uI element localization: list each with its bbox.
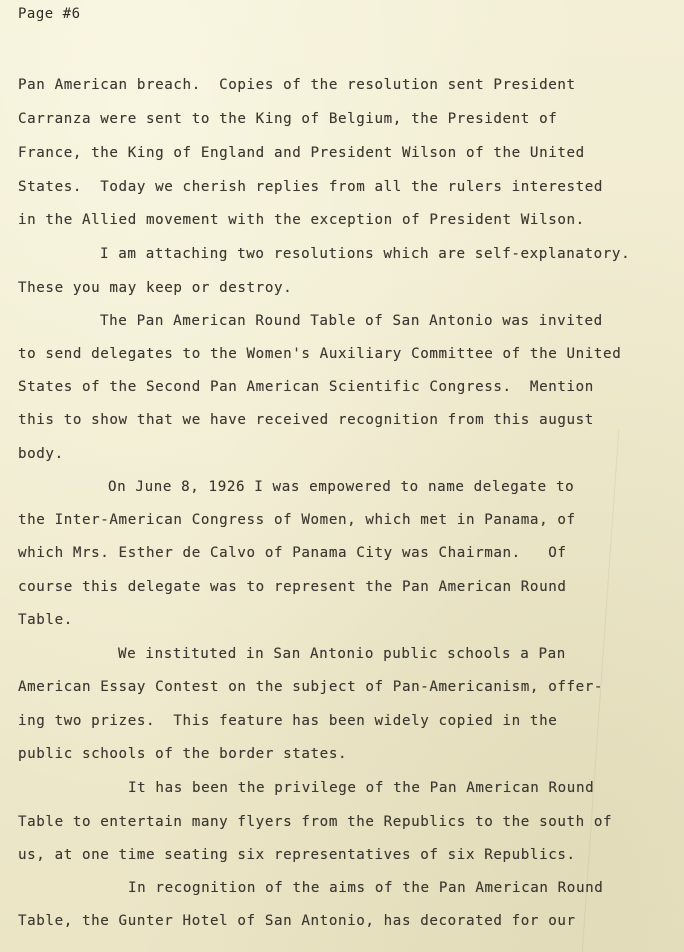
text-line: course this delegate was to represent the Pan American Round: [18, 579, 567, 595]
text-line: Table.: [18, 612, 73, 628]
text-line: public schools of the border states.: [18, 746, 348, 762]
page-number: Page #6: [18, 6, 81, 22]
text-line: It has been the privilege of the Pan American Round: [128, 780, 595, 796]
text-line: France, the King of England and President Wilson of the United: [18, 145, 585, 161]
text-line: which Mrs. Esther de Calvo of Panama City was Chairman. Of: [18, 545, 567, 561]
text-line: body.: [18, 446, 64, 462]
text-line: We instituted in San Antonio public schools a Pan: [118, 646, 566, 662]
text-line: in the Allied movement with the exception of President Wilson.: [18, 212, 585, 228]
text-line: us, at one time seating six representatives of six Republics.: [18, 847, 576, 863]
text-line: These you may keep or destroy.: [18, 280, 293, 296]
text-line: States. Today we cherish replies from all the rulers interested: [18, 179, 604, 195]
text-line: In recognition of the aims of the Pan American Round: [128, 880, 604, 896]
text-line: this to show that we have received recognition from this august: [18, 412, 594, 428]
text-line: States of the Second Pan American Scientific Congress. Mention: [18, 379, 594, 395]
text-line: Table to entertain many flyers from the Republics to the south of: [18, 814, 613, 830]
text-line: to send delegates to the Women's Auxiliary Committee of the United: [18, 346, 622, 362]
text-line: The Pan American Round Table of San Antonio was invited: [100, 313, 603, 329]
text-line: On June 8, 1926 I was empowered to name delegate to: [108, 479, 575, 495]
text-line: Table, the Gunter Hotel of San Antonio, has decorated for our: [18, 913, 576, 929]
text-line: Carranza were sent to the King of Belgium, the President of: [18, 111, 558, 127]
text-line: I am attaching two resolutions which are self-explanatory.: [100, 246, 631, 262]
text-line: American Essay Contest on the subject of Pan-Americanism, offer-: [18, 679, 604, 695]
text-line: ing two prizes. This feature has been widely copied in the: [18, 713, 558, 729]
text-line: the Inter-American Congress of Women, which met in Panama, of: [18, 512, 576, 528]
text-line: Pan American breach. Copies of the resolution sent President: [18, 77, 576, 93]
